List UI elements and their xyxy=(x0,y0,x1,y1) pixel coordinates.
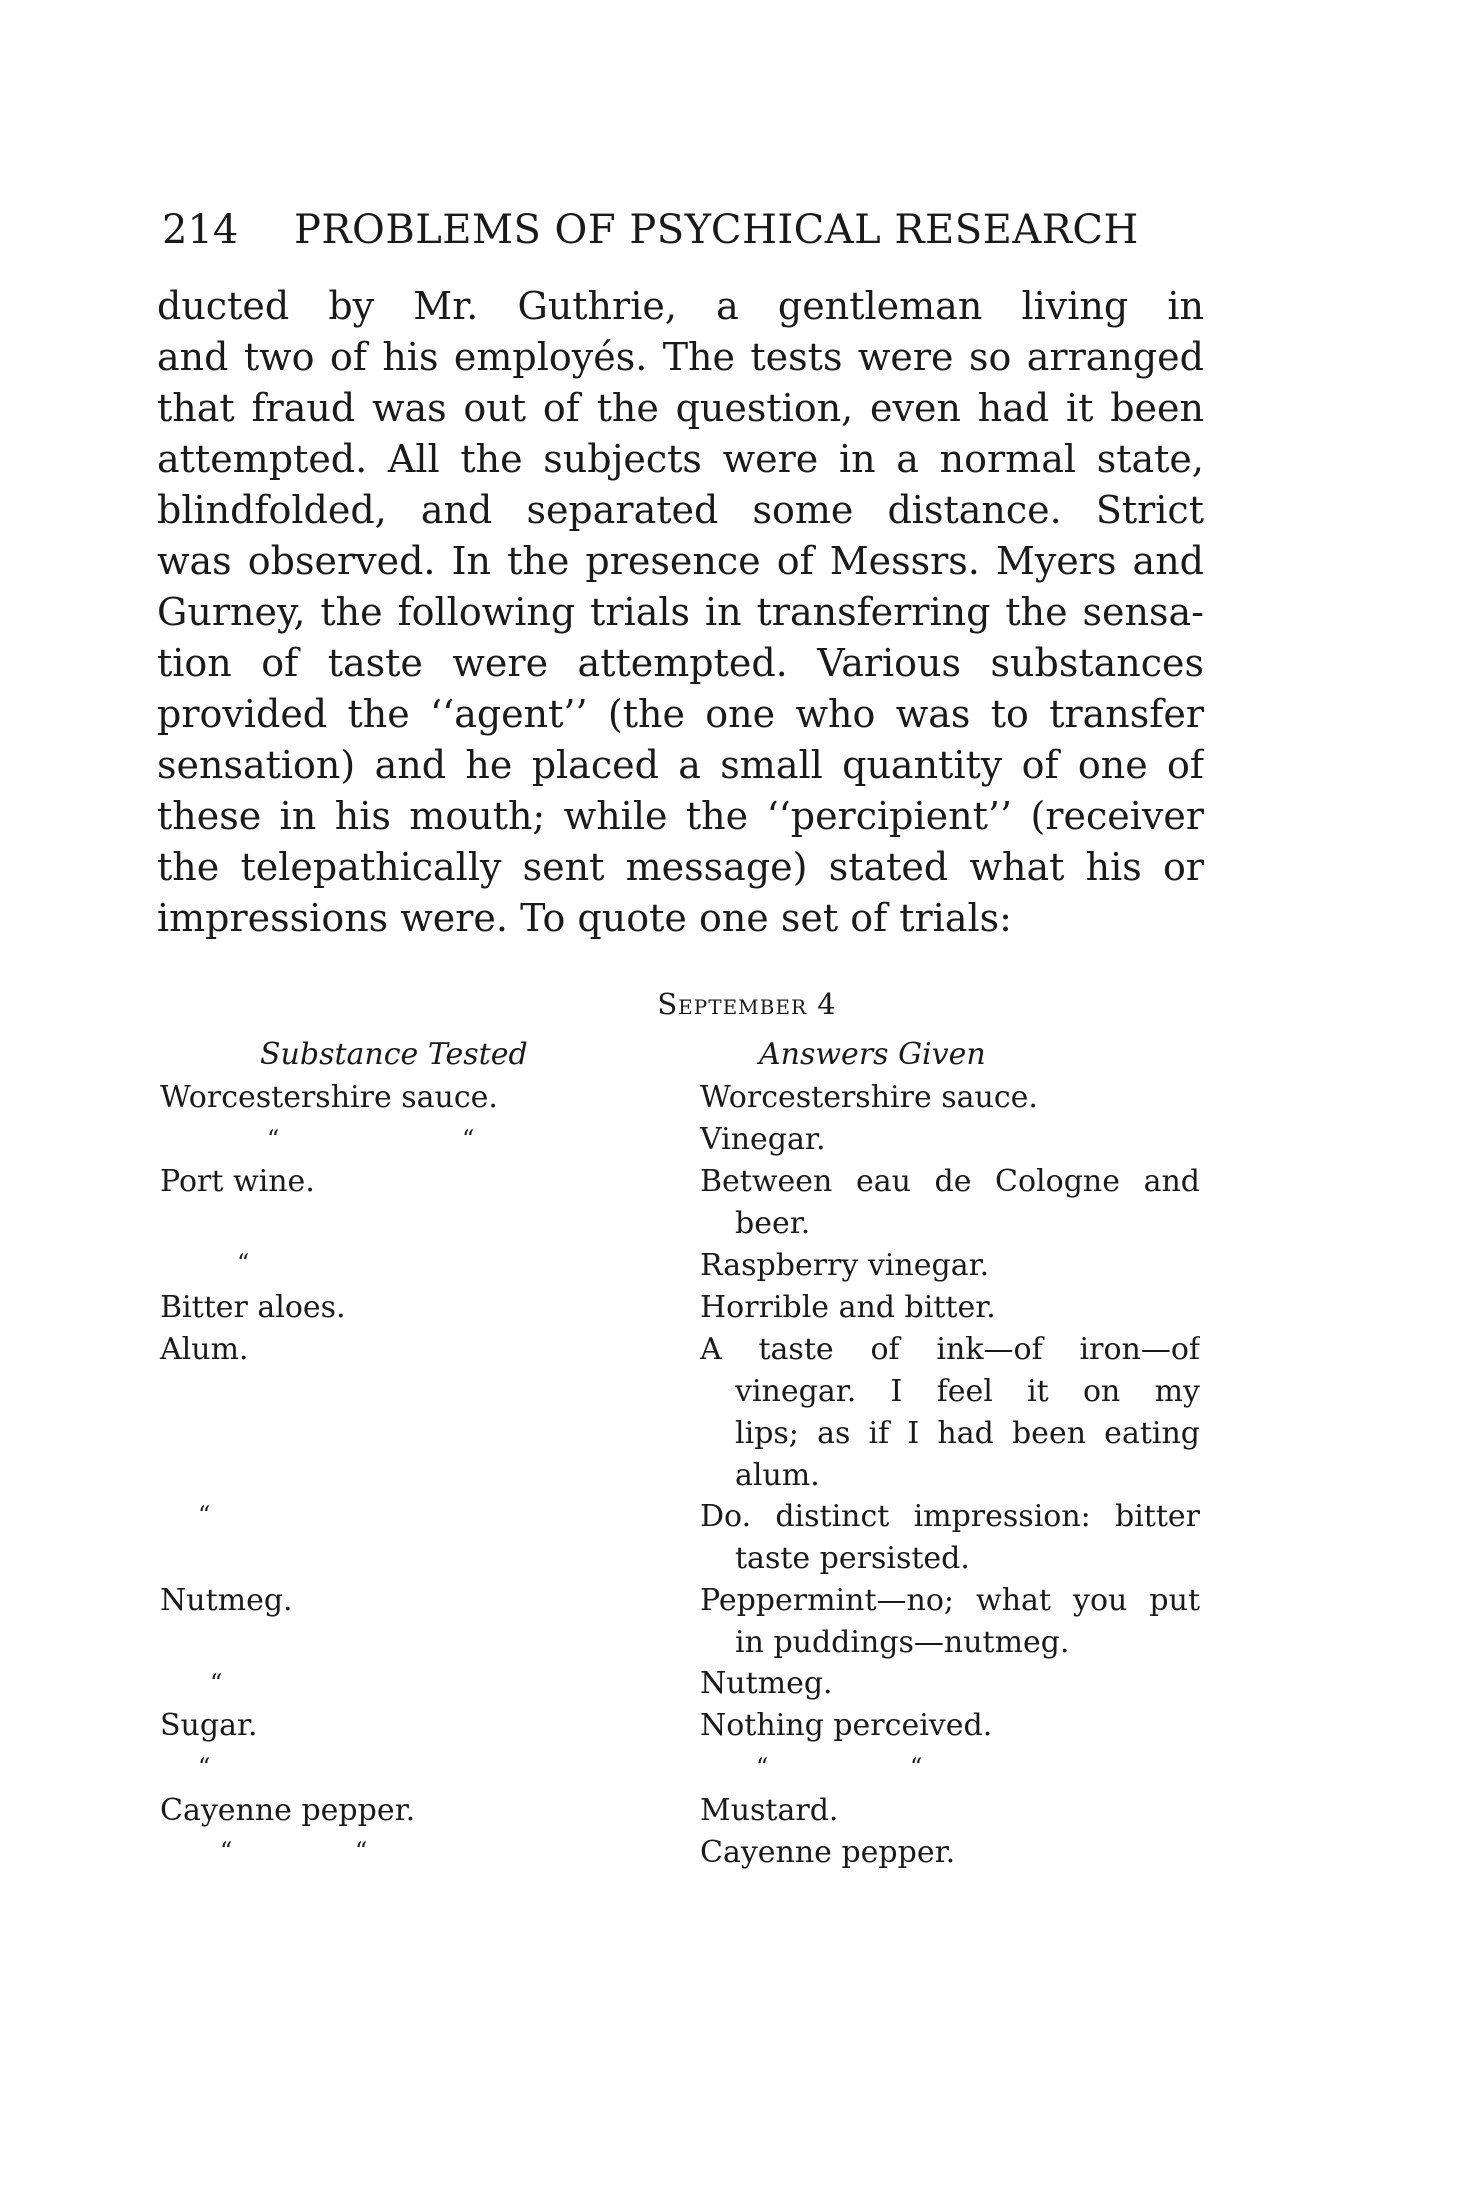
table-title: September 4 xyxy=(657,987,837,1021)
answer-cell: Between eau de Cologne and xyxy=(700,1164,1200,1199)
ditto-mark: “ xyxy=(198,1753,211,1781)
body-line: ducted by Mr. Guthrie, a gentleman living in xyxy=(157,284,1204,328)
answer-cell: taste persisted. xyxy=(735,1541,970,1576)
answer-cell: Cayenne pepper. xyxy=(700,1835,956,1870)
substance-cell: Sugar. xyxy=(160,1708,258,1743)
body-line: impressions were. To quote one set of trials: xyxy=(157,896,1012,940)
substance-cell: Port wine. xyxy=(160,1164,315,1199)
substance-cell: Cayenne pepper. xyxy=(160,1793,416,1828)
body-line: blindfolded, and separated some distance. Strict xyxy=(157,488,1204,532)
column-header-answers: Answers Given xyxy=(759,1037,986,1072)
answer-cell: Raspberry vinegar. xyxy=(700,1248,990,1283)
ditto-mark: “ xyxy=(910,1753,923,1781)
column-header-substance: Substance Tested xyxy=(260,1037,528,1072)
body-line: provided the ‘‘agent’’ (the one who was to transfer xyxy=(157,692,1204,736)
body-line: sensation) and he placed a small quantity of one of xyxy=(157,743,1204,787)
answer-cell: Peppermint—no; what you put xyxy=(700,1583,1200,1618)
body-line: that fraud was out of the question, even had it been xyxy=(157,386,1204,430)
running-head-title: PROBLEMS OF PSYCHICAL RESEARCH xyxy=(294,207,1139,253)
answer-cell: Horrible and bitter. xyxy=(700,1290,996,1325)
answer-cell: Worcestershire sauce. xyxy=(700,1080,1038,1115)
substance-cell: Alum. xyxy=(160,1332,249,1367)
body-line: Gurney, the following trials in transferring the sensa- xyxy=(157,590,1204,634)
body-line: attempted. All the subjects were in a normal state, xyxy=(157,437,1204,481)
answer-cell: Nothing perceived. xyxy=(700,1708,993,1743)
answer-cell: Nutmeg. xyxy=(700,1666,833,1701)
ditto-mark: “ xyxy=(756,1753,769,1781)
body-paragraph xyxy=(157,281,1204,944)
answer-cell: A taste of ink—of iron—of xyxy=(700,1332,1200,1367)
answer-cell: in puddings—nutmeg. xyxy=(735,1625,1070,1660)
ditto-mark: “ xyxy=(210,1669,223,1697)
body-line: tion of taste were attempted. Various substances xyxy=(157,641,1204,685)
ditto-mark: “ xyxy=(462,1125,475,1153)
answer-cell: alum. xyxy=(735,1458,820,1493)
running-header xyxy=(162,202,1204,258)
page-number: 214 xyxy=(162,207,239,253)
body-line: these in his mouth; while the ‘‘percipient’’ (receiver xyxy=(157,794,1204,838)
ditto-mark: “ xyxy=(198,1501,211,1529)
body-line: the telepathically sent message) stated what his or xyxy=(157,845,1204,889)
answer-cell: Vinegar. xyxy=(700,1122,826,1157)
ditto-mark: “ xyxy=(355,1837,368,1865)
answer-cell: Do. distinct impression: bitter xyxy=(700,1499,1200,1534)
ditto-mark: “ xyxy=(220,1837,233,1865)
answer-cell: Mustard. xyxy=(700,1793,839,1828)
substance-cell: Worcestershire sauce. xyxy=(160,1080,498,1115)
body-line: and two of his employés. The tests were so arranged xyxy=(157,335,1204,379)
answer-cell: lips; as if I had been eating xyxy=(735,1416,1200,1451)
substance-cell: Bitter aloes. xyxy=(160,1290,346,1325)
body-line: was observed. In the presence of Messrs. Myers and xyxy=(157,539,1204,583)
answer-cell: beer. xyxy=(735,1206,811,1241)
answer-cell: vinegar. I feel it on my xyxy=(735,1374,1200,1409)
ditto-mark: “ xyxy=(267,1125,280,1153)
ditto-mark: “ xyxy=(237,1249,250,1277)
substance-cell: Nutmeg. xyxy=(160,1583,293,1618)
